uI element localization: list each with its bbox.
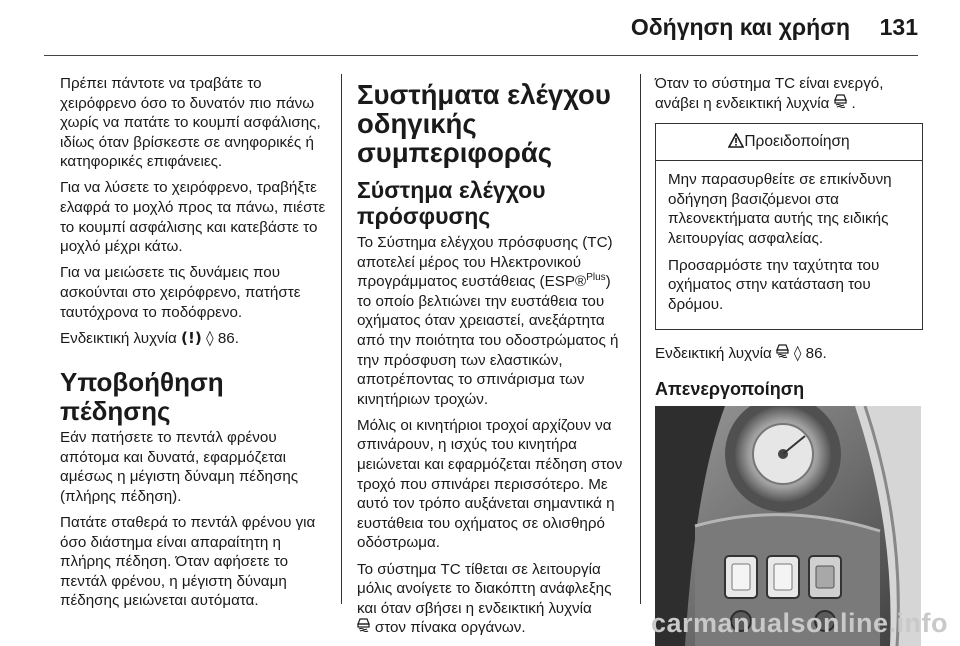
traction-control-icon-svg [834, 94, 847, 108]
page-reference-icon: ◊ [206, 328, 214, 347]
column-left [60, 74, 326, 618]
page-reference-icon: ◊ [793, 344, 802, 363]
section-heading: Σύστημα ελέγχου πρόσφυσης [357, 177, 546, 229]
paragraph: Για να μειώσετε τις δυνάμεις που ασκούνται στο χειρόφρενο, πατήστε ταυτόχρονα το ποδόφρενο. [60, 264, 301, 321]
traction-control-icon [834, 94, 852, 112]
warning-header [656, 124, 922, 161]
text-run: στον πίνακα οργάνων. [374, 619, 526, 637]
paragraph: Προσαρμόστε την ταχύτητα του οχήματος στην κατάσταση του δρόμου. [668, 256, 880, 313]
indicator-reference [655, 344, 923, 364]
paragraph: Πρέπει πάντοτε να τραβάτε το χειρόφρενο όσο το δυνατόν πιο πάνω χωρίς να πατάτε το κουμπί ασφάλισης, ιδίως όταν βρίσκεστε σε ανηφορικές ή κατηφορικές επιφάνειες. [60, 75, 321, 171]
text-run: Το Σύστημα ελέγχου πρόσφυσης (TC) αποτελεί μέρος του Ηλεκτρονικού προγράμματος ευστάθειας (ESP® [357, 234, 613, 291]
paragraph: Όταν το σύστημα TC είναι ενεργό, ανάβει η ενδεικτική λυχνία . [655, 75, 884, 112]
header-divider [44, 55, 918, 56]
column-divider [341, 74, 342, 604]
reference-label: Ενδεικτική λυχνία [60, 329, 177, 347]
page-header [0, 0, 960, 62]
warning-title: Προειδοποίηση [744, 133, 850, 151]
text-run: Το σύστημα TC τίθεται σε λειτουργία μόλις ανοίγετε το διακόπτη ανάφλεξης και όταν σβήσει η ενδεικτική λυχνία [357, 560, 612, 617]
warning-body [656, 161, 922, 329]
column-middle [357, 74, 625, 644]
column-right [655, 74, 923, 646]
brake-warning-icon: (!) [181, 328, 202, 347]
superscript: Plus [586, 272, 606, 284]
section-heading: Υποβοήθηση πέδησης [60, 367, 224, 427]
paragraph: Μόλις οι κινητήριοι τροχοί αρχίζουν να σπινάρουν, η ισχύς του κινητήρα μειώνεται και εφαρμόζεται πέδηση στον τροχό που σπινάρει περισσότερο. Με αυτό τον τρόπο αυξάνεται σημαντικά η ευστάθεια του οχήματος σε ολισθηρό οδόστρωμα. [357, 416, 623, 552]
indicator-reference [60, 329, 326, 349]
warning-triangle-icon [728, 133, 744, 148]
column-divider [640, 74, 641, 604]
paragraph: Για να λύσετε το χειρόφρενο, τραβήξτε ελαφρά το μοχλό προς τα πάνω, πιέστε το κουμπί ασφάλισης και κατεβάστε το μοχλό μέχρι κάτω. [60, 179, 326, 256]
watermark: carmanualsonline.info [650, 608, 948, 638]
reference-label: Ενδεικτική λυχνία [655, 345, 772, 363]
page-reference[interactable]: 86. [805, 345, 827, 363]
traction-control-icon-svg [776, 344, 789, 358]
text-run: Όταν το σύστημα TC είναι ενεργό, ανάβει η ενδεικτική λυχνία [655, 75, 884, 112]
warning-box [655, 123, 923, 330]
traction-control-icon [776, 344, 794, 362]
paragraph: Πατάτε σταθερά το πεντάλ φρένου για όσο διάστημα είναι απαραίτητη η πλήρης πέδηση. Όταν αφήσετε το πεντάλ φρένου, η μέγιστη δύναμη πέδησης μειώνεται αυτόματα. [60, 514, 316, 610]
chapter-heading: Συστήματα ελέγχου οδηγικής συμπεριφοράς [357, 79, 611, 168]
page-number: 131 [879, 14, 918, 40]
running-title: Οδήγηση και χρήση [630, 14, 850, 40]
paragraph [357, 233, 625, 409]
paragraph: Εάν πατήσετε το πεντάλ φρένου απότομα και δυνατά, εφαρμόζεται αμέσως η μέγιστη δύναμη πέδησης (πλήρης πέδηση). [60, 429, 299, 505]
page-reference[interactable]: 86. [217, 329, 239, 347]
section-heading: Απενεργοποίηση [655, 378, 805, 399]
text-run: ) το οποίο βελτιώνει την ευστάθεια του οχήματος όταν χρειαστεί, ανεξάρτητα από την ποιότητα του οδοστρώματος ή την πρόσφυση των ελαστικών, αποτρέποντας το σπινάρισμα των κινητήριων τροχών. [357, 273, 619, 408]
paragraph: Μην παρασυρθείτε σε επικίνδυνη οδήγηση βασιζόμενοι στα πλεονεκτήματα αυτής της ειδικής λειτουργίας ασφαλείας. [668, 171, 892, 247]
